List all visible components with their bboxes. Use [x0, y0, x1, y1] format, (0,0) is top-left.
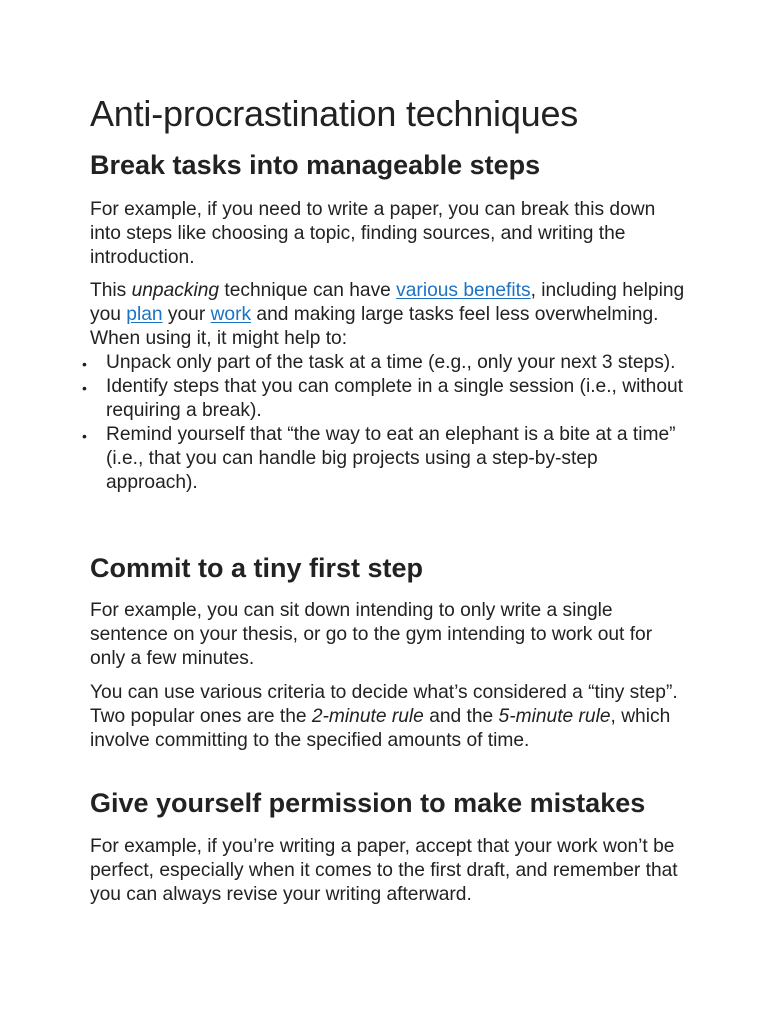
- link-plan[interactable]: plan: [126, 304, 163, 325]
- section-1-paragraph-2: [90, 279, 685, 351]
- list-item-text: Remind yourself that “the way to eat an elephant is a bite at a time” (i.e., that you can handle big projects using a step-by-step approach).: [106, 424, 676, 493]
- link-work[interactable]: work: [210, 304, 252, 325]
- list-item-text: Identify steps that you can complete in a single session (i.e., without requiring a break).: [106, 376, 684, 421]
- bullet-icon: •: [82, 380, 87, 396]
- section-3-paragraph-1: For example, if you’re writing a paper, accept that your work won’t be perfect, especially when it comes to the first draft, and remember that you can always revise your writing afterward.: [90, 836, 678, 905]
- emphasis-unpacking: unpacking: [131, 280, 220, 301]
- section-2-paragraph-1: For example, you can sit down intending to only write a single sentence on your thesis, or go to the gym intending to work out for only a few minutes.: [90, 600, 653, 669]
- emphasis-5-minute-rule: 5-minute rule: [498, 706, 611, 727]
- tips-list: [82, 351, 690, 495]
- text-run: technique can have: [219, 280, 397, 301]
- list-item: [82, 375, 690, 423]
- text-run: , including helping you: [90, 280, 685, 325]
- list-item-text: Unpack only part of the task at a time (e.g., only your next 3 steps).: [106, 352, 676, 373]
- text-run: , which involve committing to the specified amounts of time.: [90, 706, 671, 751]
- page-title: Anti-procrastination techniques: [90, 93, 579, 134]
- list-item: [82, 423, 690, 495]
- section-heading-permission-mistakes: Give yourself permission to make mistakes: [90, 788, 646, 818]
- section-2-paragraph-2: [90, 681, 685, 753]
- section-1-paragraph-1: For example, if you need to write a paper, you can break this down into steps like choosing a topic, finding sources, and writing the introduction.: [90, 199, 656, 268]
- text-run: and the: [423, 706, 499, 727]
- section-heading-break-tasks: Break tasks into manageable steps: [90, 150, 541, 180]
- text-run: This: [90, 280, 132, 301]
- text-run: your: [162, 304, 211, 325]
- text-run: and making large tasks feel less overwhelming. When using it, it might help to:: [90, 304, 659, 349]
- bullet-icon: •: [82, 356, 87, 372]
- emphasis-2-minute-rule: 2-minute rule: [311, 706, 424, 727]
- list-item: [82, 351, 690, 375]
- bullet-icon: •: [82, 428, 87, 444]
- section-heading-tiny-first-step: Commit to a tiny first step: [90, 553, 424, 583]
- link-various-benefits[interactable]: various benefits: [396, 280, 531, 301]
- text-run: You can use various criteria to decide what’s considered a “tiny step”. Two popular ones are the: [90, 682, 678, 727]
